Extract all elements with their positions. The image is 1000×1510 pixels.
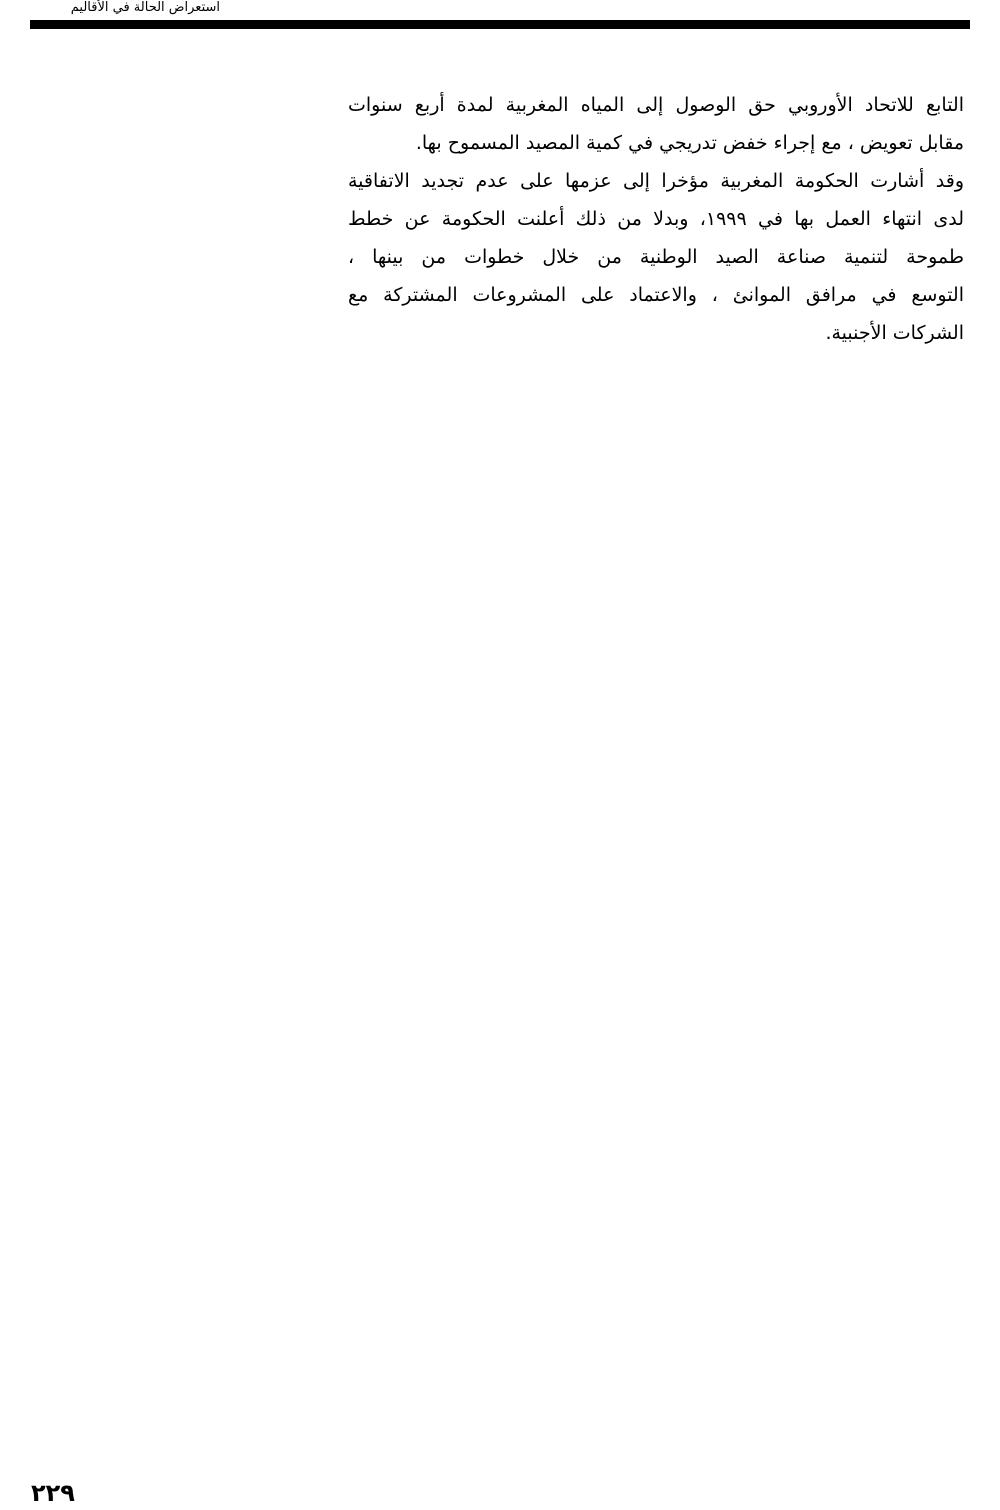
paragraph-line-1: التابع للاتحاد الأوروبي حق الوصول إلى المياه المغربية لمدة أربع سنوات <box>348 94 964 116</box>
page-number: ٢٢٩ <box>31 1479 75 1507</box>
header-rule <box>30 20 970 29</box>
paragraph-line-4: لدى انتهاء العمل بها في ١٩٩٩، وبدلا من ذلك أعلنت الحكومة عن خطط <box>348 208 964 230</box>
body-paragraph <box>348 86 964 352</box>
paragraph-line-5: طموحة لتنمية صناعة الصيد الوطنية من خلال خطوات من بينها ، <box>348 246 964 268</box>
paragraph-line-7: الشركات الأجنبية. <box>825 322 964 344</box>
running-header: استعراض الحالة في الأقاليم <box>70 0 220 15</box>
paragraph-line-6: التوسع في مرافق الموانئ ، والاعتماد على المشروعات المشتركة مع <box>348 284 964 306</box>
paragraph-line-2: مقابل تعويض ، مع إجراء خفض تدريجي في كمية المصيد المسموح بها. <box>415 132 964 154</box>
paragraph-line-3: وقد أشارت الحكومة المغربية مؤخرا إلى عزمها على عدم تجديد الاتفاقية <box>348 170 964 192</box>
